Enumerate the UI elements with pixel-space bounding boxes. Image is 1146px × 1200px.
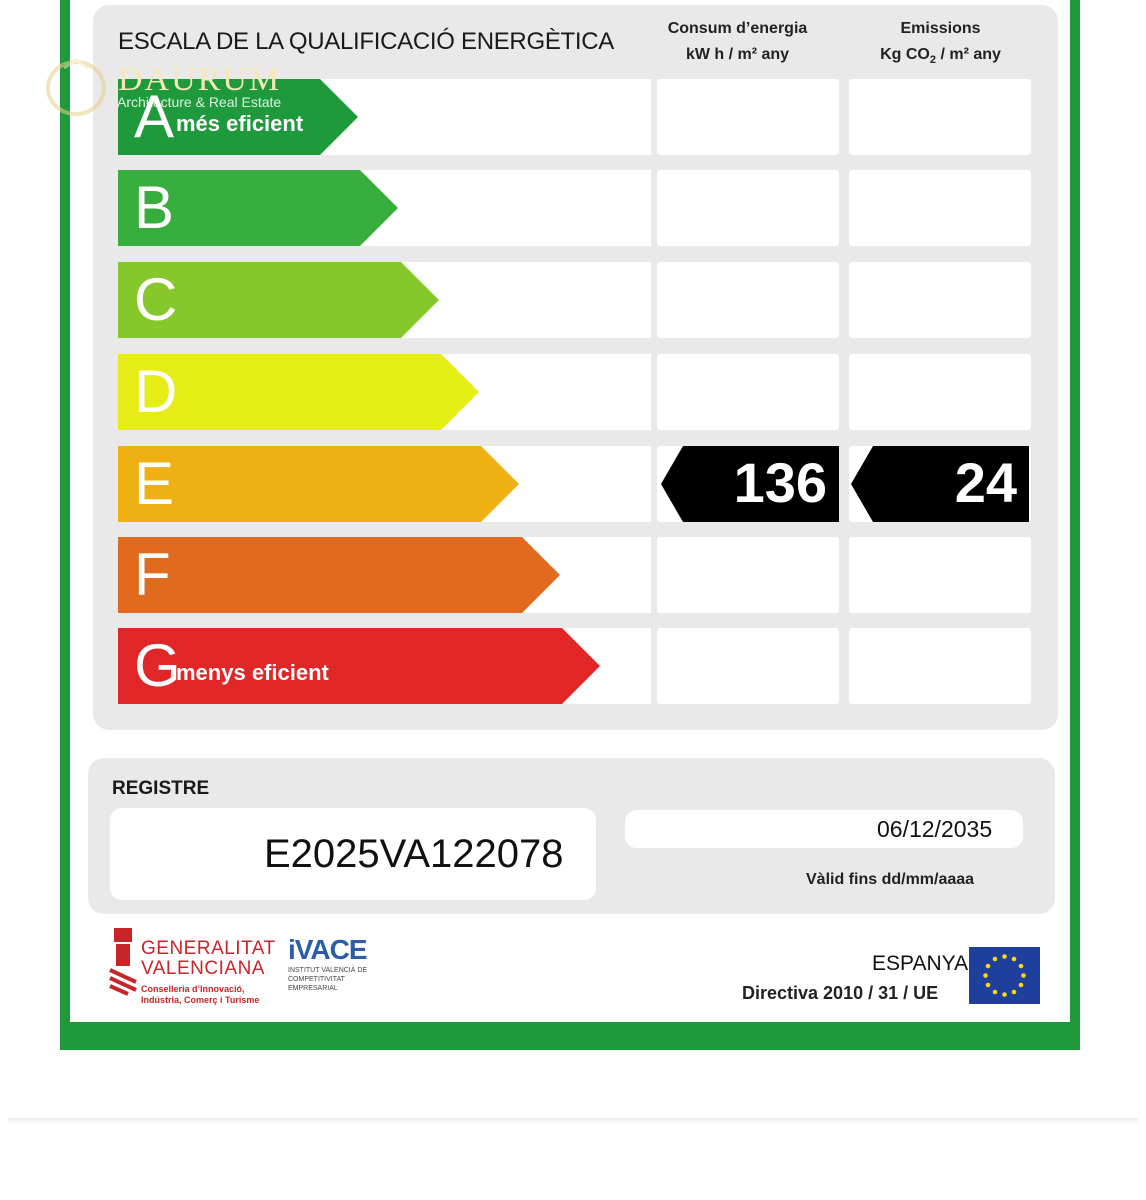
directive-label: Directiva 2010 / 31 / UE [742,983,939,1003]
consum-header-line1: Consum d’energia [667,20,808,37]
valid-label: Vàlid fins dd/mm/aaaa [806,871,975,888]
watermark-name: DAURUM [118,61,282,98]
country-label: ESPANYA [872,952,969,975]
emissions-cell [849,537,1031,613]
daurum-logo-icon [44,58,108,118]
consum-cell [657,79,839,155]
scale-letter: B [134,174,175,241]
emissions-header-line2: Kg $CO_2 / m^2$ any [880,46,1001,67]
ivace-subtitle: INSTITUT VALENCIÀ DE COMPETITIVITAT EMPRESARIAL [288,967,368,992]
scale-letter: C [134,266,178,333]
eu-flag-icon [969,947,1040,1004]
emissions-cell [849,628,1031,704]
scale-arrow-c [118,262,439,338]
scale-arrow-e [118,446,519,522]
rating-value: 24 [954,451,1017,514]
consum-header [655,16,820,68]
consum-cell [657,354,839,430]
consum-cell [657,628,839,704]
ivace-logo: iVACE [288,934,367,965]
generalitat-line2: VALENCIANA [141,958,265,979]
consum-cell [657,262,839,338]
registre-number: E2025VA122078 [264,832,564,876]
emissions-cell [849,170,1031,246]
scale-letter: D [134,358,178,425]
generalitat-name [141,939,276,979]
scale-arrow-f [118,537,560,613]
watermark-tagline: Architecture & Real Estate [117,94,282,110]
scale-letter: E [134,450,175,517]
valid-date: 06/12/2035 [877,816,993,842]
scale-letter: G [134,632,181,699]
scale-letter: A [134,83,175,150]
emissions-cell [849,354,1031,430]
scale-title: ESCALA DE LA QUALIFICACIÓ ENERGÈTICA [118,28,615,55]
consum-header-line2: kW h / m² any [685,46,790,63]
conselleria-text: Conselleria d’Innovació, Indústria, Comerç i Turisme [141,984,260,1005]
rating-value: 136 [733,451,827,514]
registre-label: REGISTRE [112,778,210,799]
scale-sublabel: menys eficient [176,660,329,685]
emissions-cell [849,262,1031,338]
emissions-cell [849,79,1031,155]
emissions-header-line1: Emissions [900,20,981,37]
emissions-value-marker [851,446,1029,522]
scale-letter: F [134,541,171,608]
generalitat-line1: GENERALITAT [141,938,276,959]
scale-arrow-g [118,628,600,704]
emissions-header [858,16,1023,73]
scale-arrow-b [118,170,398,246]
consum-cell [657,170,839,246]
consum-value-marker [661,446,839,522]
page-shadow [8,1118,1138,1124]
scale-sublabel: més eficient [176,111,304,136]
generalitat-coat-of-arms-icon [108,926,138,996]
consum-cell [657,537,839,613]
scale-arrow-d [118,354,479,430]
